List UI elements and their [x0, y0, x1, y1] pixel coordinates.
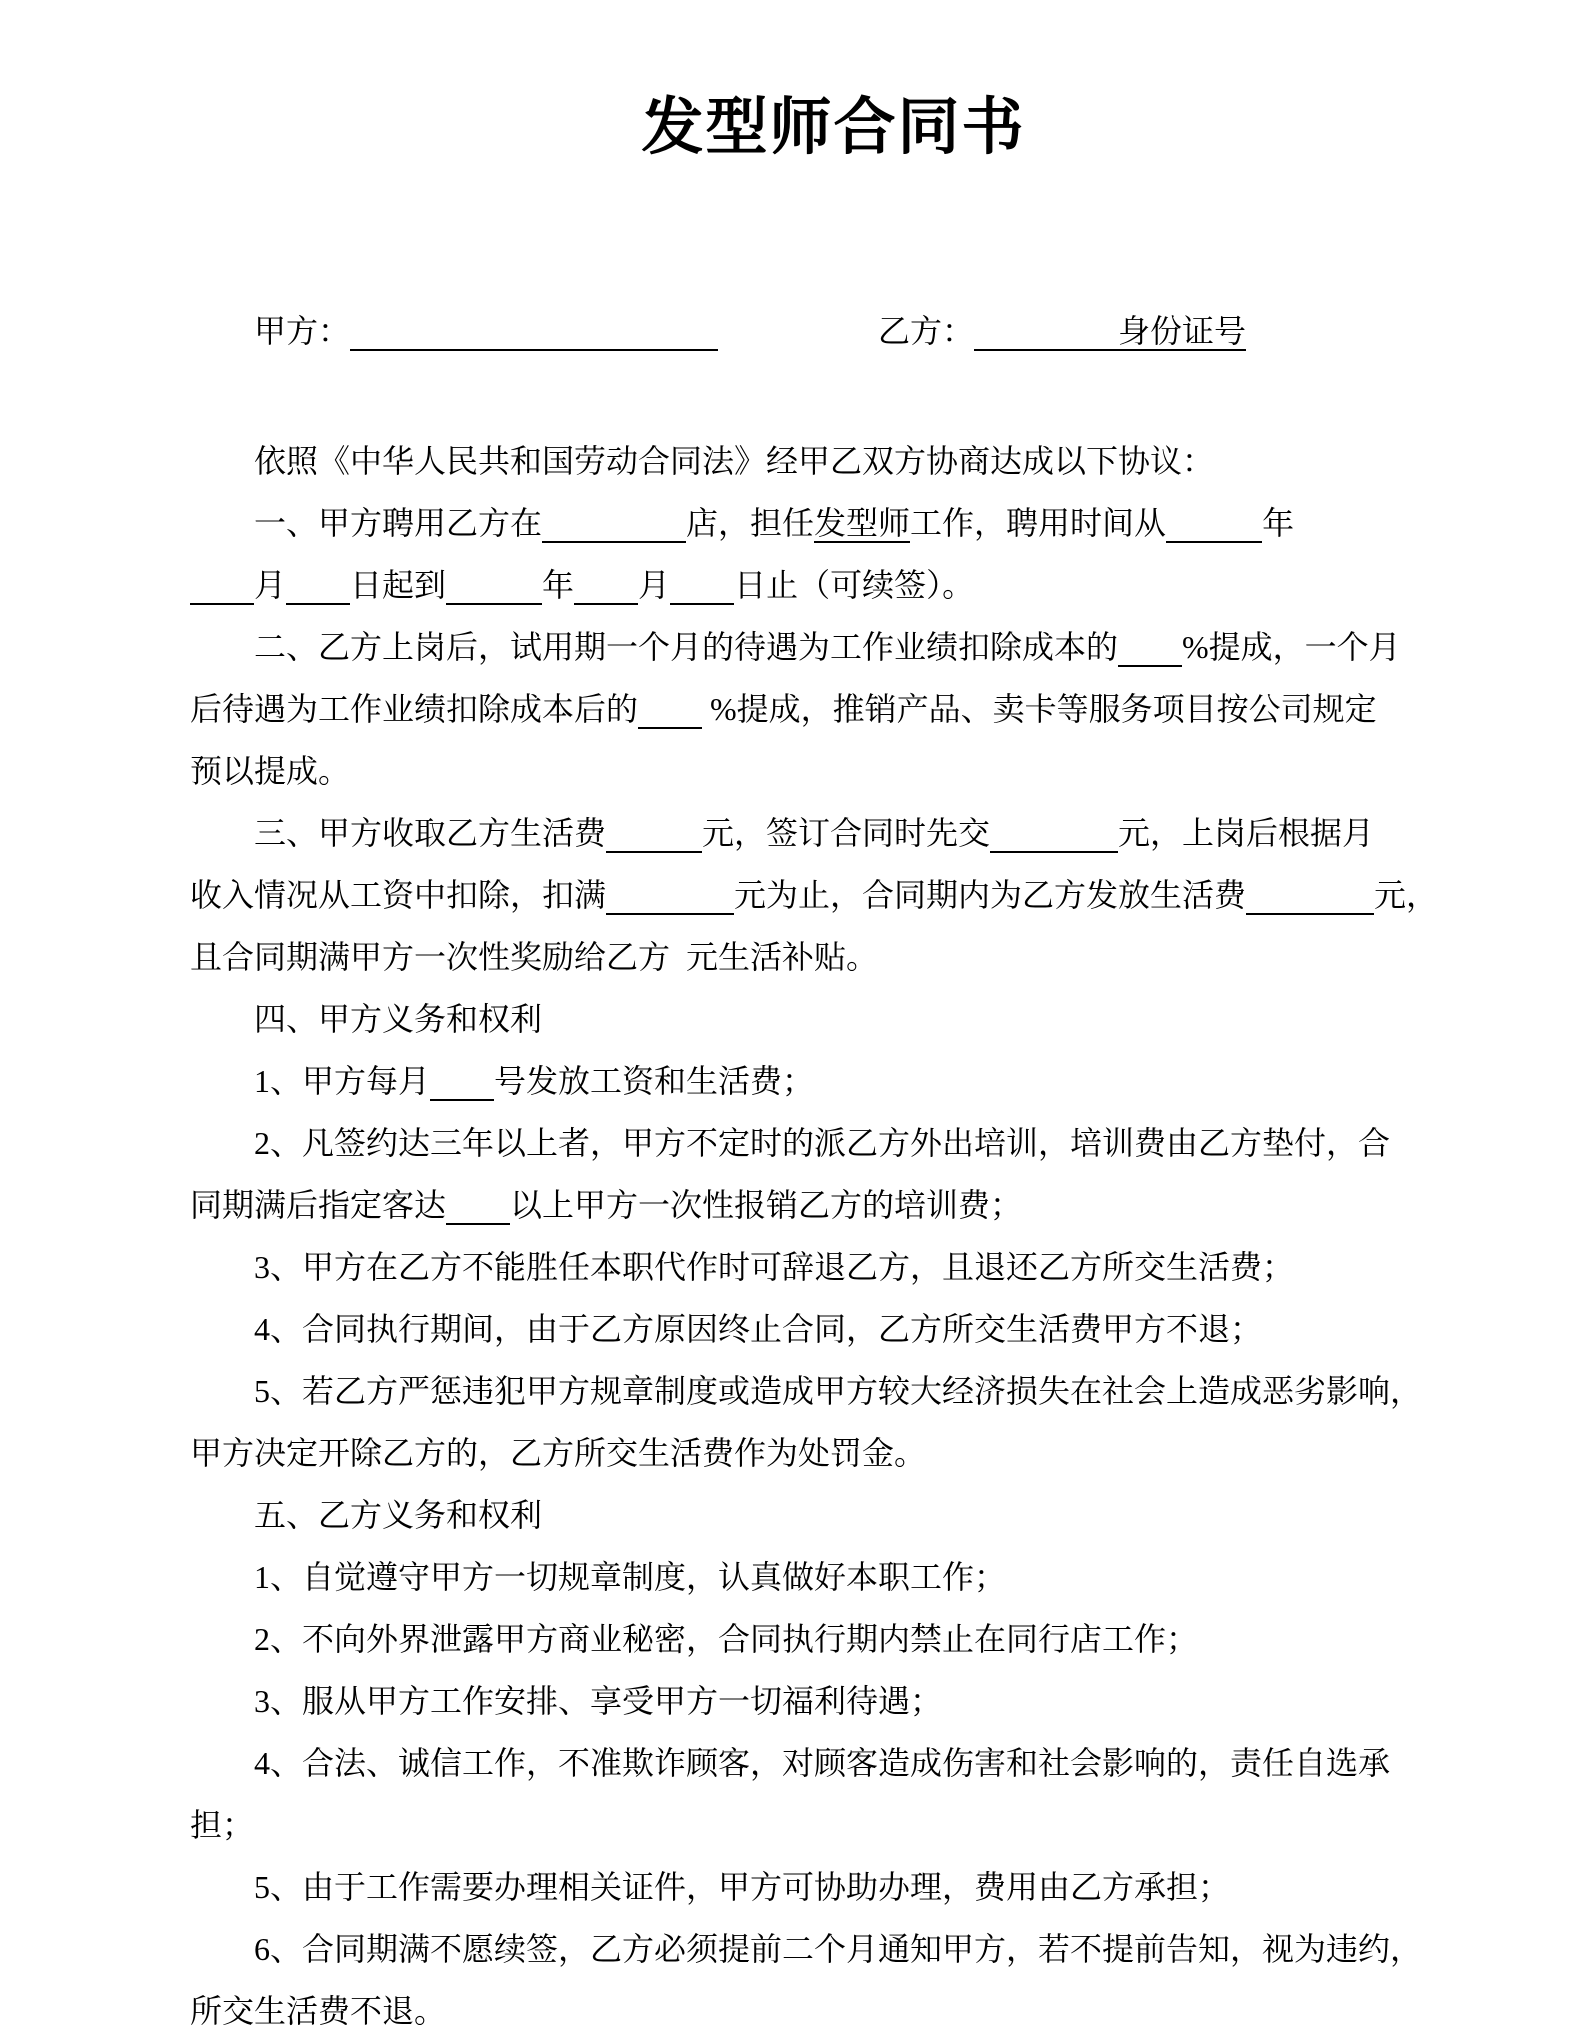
underlined-text: 发型师 [814, 505, 911, 541]
contract-line [190, 1422, 1477, 1484]
text-run: 1、自觉遵守甲方一切规章制度，认真做好本职工作； [254, 1559, 1007, 1595]
text-run: 5、由于工作需要办理相关证件，甲方可协助办理，费用由乙方承担； [254, 1869, 1231, 1905]
contract-line [190, 1236, 1477, 1298]
fill-in-blank[interactable] [446, 567, 542, 605]
contract-line [190, 740, 1477, 802]
text-run: 三、甲方收取乙方生活费 [254, 815, 607, 851]
fill-in-blank[interactable] [446, 1187, 510, 1225]
fill-in-blank[interactable] [990, 815, 1118, 853]
blank-line [190, 368, 1477, 430]
text-run: 同期满后指定客达 [190, 1187, 447, 1223]
text-run: 元为止，合同期内为乙方发放生活费 [734, 877, 1247, 913]
text-run: 依照《中华人民共和国劳动合同法》经甲乙双方协商达成以下协议： [254, 443, 1215, 479]
text-run: 日起到 [350, 567, 447, 603]
fill-in-blank[interactable] [1118, 629, 1182, 667]
contract-line [190, 1174, 1477, 1236]
fill-in-blank[interactable] [1166, 505, 1262, 543]
fill-in-blank[interactable] [606, 815, 702, 853]
text-run: 元，上岗后根据月 [1118, 815, 1375, 851]
text-run: 且合同期满甲方一次性奖励给乙方 元生活补贴。 [190, 939, 879, 975]
text-run: 预以提成。 [190, 753, 351, 789]
contract-line [190, 1546, 1477, 1608]
contract-line [190, 678, 1477, 740]
fill-in-blank[interactable] [430, 1063, 494, 1101]
text-run: 店，担任 [686, 505, 815, 541]
contract-line [190, 1608, 1477, 1670]
text-run: 年 [542, 567, 575, 603]
fill-in-blank[interactable] [670, 567, 734, 605]
contract-line [190, 616, 1477, 678]
contract-line [190, 1670, 1477, 1732]
text-run: %提成，一个月 [1182, 629, 1401, 665]
fill-in-blank[interactable] [190, 567, 254, 605]
text-run: 4、合同执行期间，由于乙方原因终止合同，乙方所交生活费甲方不退； [254, 1311, 1263, 1347]
text-run: 四、甲方义务和权利 [254, 1001, 543, 1037]
text-run: 1、甲方每月 [254, 1063, 431, 1099]
text-run: 乙方： [878, 313, 975, 349]
contract-line [190, 1360, 1477, 1422]
text-run: 后待遇为工作业绩扣除成本后的 [190, 691, 639, 727]
fill-in-blank[interactable] [286, 567, 350, 605]
party-b-blank[interactable] [974, 313, 1118, 351]
text-run: 担； [190, 1807, 255, 1843]
party-row [190, 300, 1477, 362]
contract-line [190, 1794, 1477, 1856]
fill-in-blank[interactable] [638, 691, 702, 729]
contract-line [190, 864, 1477, 926]
contract-line [190, 554, 1477, 616]
text-run [718, 313, 878, 349]
text-run: 所交生活费不退。 [190, 1993, 447, 2027]
party-a-blank[interactable] [350, 313, 718, 351]
text-run: 4、合法、诚信工作，不准欺诈顾客，对顾客造成伤害和社会影响的，责任自选承 [254, 1745, 1391, 1781]
contract-line [190, 1298, 1477, 1360]
text-run: 工作，聘用时间从 [910, 505, 1167, 541]
contract-line [190, 1484, 1477, 1546]
contract-line [190, 1112, 1477, 1174]
text-run: 元， [1374, 877, 1439, 913]
contract-line [190, 926, 1477, 988]
fill-in-blank[interactable] [542, 505, 686, 543]
underlined-text: 身份证号 [1118, 313, 1247, 349]
contract-line [190, 1980, 1477, 2027]
text-run: 号发放工资和生活费； [494, 1063, 815, 1099]
text-run: 2、凡签约达三年以上者，甲方不定时的派乙方外出培训，培训费由乙方垫付，合 [254, 1125, 1391, 1161]
text-run: 3、甲方在乙方不能胜任本职代作时可辞退乙方，且退还乙方所交生活费； [254, 1249, 1295, 1285]
text-run: 6、合同期满不愿续签，乙方必须提前二个月通知甲方，若不提前告知，视为违约， [254, 1931, 1423, 1967]
text-run: 日止（可续签）。 [734, 567, 975, 603]
text-run: 以上甲方一次性报销乙方的培训费； [510, 1187, 1023, 1223]
contract-body [190, 300, 1477, 2027]
text-run: 3、服从甲方工作安排、享受甲方一切福利待遇； [254, 1683, 943, 1719]
contract-line [190, 430, 1477, 492]
text-run: %提成，推销产品、卖卡等服务项目按公司规定 [702, 691, 1377, 727]
contract-line [190, 1856, 1477, 1918]
text-run: 年 [1262, 505, 1295, 541]
document-title: 发型师合同书 [641, 94, 1026, 162]
fill-in-blank[interactable] [606, 877, 734, 915]
text-run: 一、甲方聘用乙方在 [254, 505, 543, 541]
contract-line [190, 988, 1477, 1050]
text-run: 收入情况从工资中扣除，扣满 [190, 877, 607, 913]
contract-line [190, 1050, 1477, 1112]
text-run: 元，签订合同时先交 [702, 815, 991, 851]
fill-in-blank[interactable] [574, 567, 638, 605]
text-run: 月 [254, 567, 287, 603]
text-run: 5、若乙方严惩违犯甲方规章制度或造成甲方较大经济损失在社会上造成恶劣影响， [254, 1373, 1423, 1409]
fill-in-blank[interactable] [1246, 877, 1374, 915]
contract-line [190, 492, 1477, 554]
text-run: 甲方： [254, 313, 351, 349]
text-run: 二、乙方上岗后，试用期一个月的待遇为工作业绩扣除成本的 [254, 629, 1119, 665]
contract-content [0, 88, 1587, 2027]
text-run: 月 [638, 567, 671, 603]
contract-line [190, 1918, 1477, 1980]
text-run: 甲方决定开除乙方的，乙方所交生活费作为处罚金。 [190, 1435, 927, 1471]
contract-line [190, 802, 1477, 864]
contract-line [190, 1732, 1477, 1794]
text-run: 五、乙方义务和权利 [254, 1497, 543, 1533]
text-run: 2、不向外界泄露甲方商业秘密，合同执行期内禁止在同行店工作； [254, 1621, 1199, 1657]
